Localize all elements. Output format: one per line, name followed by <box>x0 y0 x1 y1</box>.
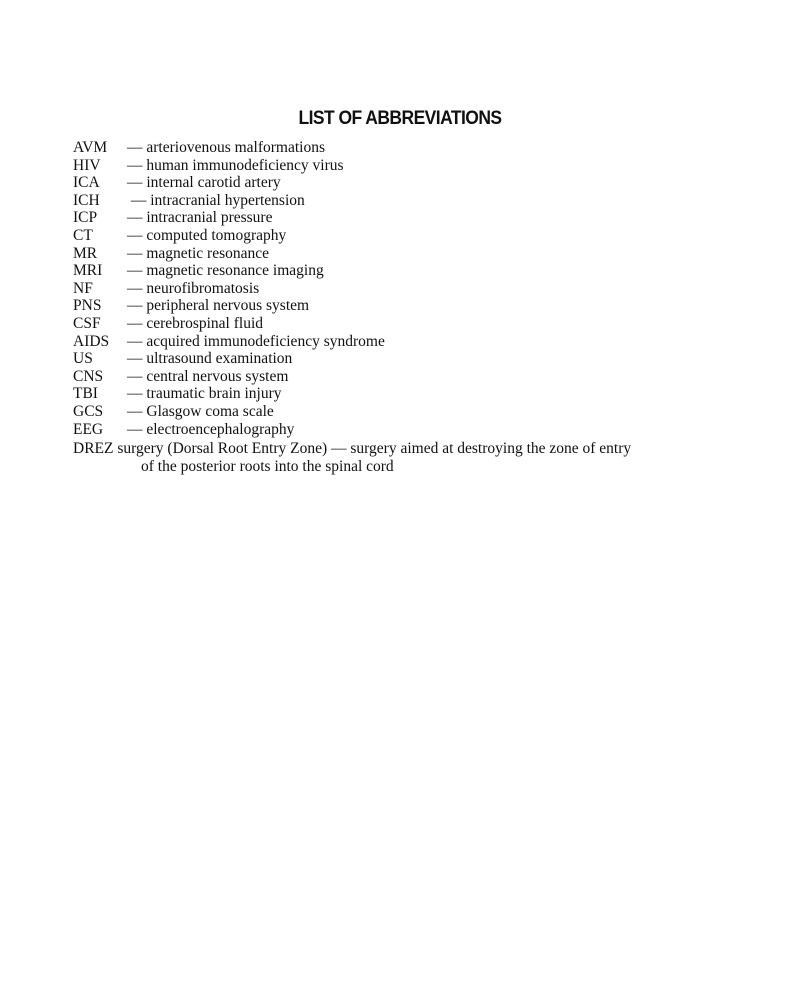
abbreviation-term: NF <box>73 279 93 297</box>
abbreviation-definition: — neurofibromatosis <box>127 279 260 297</box>
abbreviation-term: PNS <box>73 297 102 315</box>
abbreviation-entry <box>73 209 753 227</box>
abbreviation-entry <box>73 333 753 351</box>
abbreviation-definition: — internal carotid artery <box>127 174 281 192</box>
page-title: LIST OF ABBREVIATIONS <box>298 108 502 129</box>
abbreviation-entry <box>73 368 753 386</box>
abbreviation-definition: — intracranial hypertension <box>127 191 305 209</box>
abbreviation-term: AVM <box>73 139 108 156</box>
abbreviation-definition: — central nervous system <box>127 367 289 385</box>
abbreviation-definition: — magnetic resonance imaging <box>127 262 324 280</box>
abbreviation-entry <box>73 139 753 157</box>
abbreviation-entry-drez <box>73 440 753 475</box>
abbreviation-entry <box>73 157 753 175</box>
abbreviation-entry <box>73 174 753 192</box>
abbreviation-definition: — cerebrospinal fluid <box>127 314 264 332</box>
abbreviation-term: TBI <box>73 385 98 403</box>
abbreviation-entry <box>73 227 753 245</box>
abbreviation-definition: — human immunodeficiency virus <box>127 156 344 174</box>
abbreviation-definition: — Glasgow coma scale <box>127 402 274 420</box>
abbreviation-definition: — electroencephalography <box>127 420 295 438</box>
abbreviation-term: CSF <box>73 314 101 332</box>
abbreviation-definition: — intracranial pressure <box>127 209 273 227</box>
abbreviation-term: MR <box>73 244 98 262</box>
drez-definition-line-1: DREZ surgery (Dorsal Root Entry Zone) — surgery aimed at destroying the zone of entry <box>73 440 632 457</box>
abbreviation-entry <box>73 403 753 421</box>
abbreviation-definition: — peripheral nervous system <box>127 297 310 315</box>
abbreviation-term: ICH <box>73 191 100 209</box>
abbreviation-entry <box>73 262 753 280</box>
drez-definition-line-2: of the posterior roots into the spinal cord <box>141 457 394 475</box>
abbreviation-entry <box>73 245 753 263</box>
abbreviation-list <box>73 139 753 438</box>
abbreviation-entry <box>73 192 753 210</box>
abbreviation-term: CT <box>73 226 93 244</box>
abbreviation-term: EEG <box>73 420 104 438</box>
abbreviation-definition: — acquired immunodeficiency syndrome <box>127 332 385 350</box>
abbreviation-entry <box>73 315 753 333</box>
abbreviation-definition: — traumatic brain injury <box>127 385 282 403</box>
abbreviation-term: ICP <box>73 209 98 227</box>
abbreviation-entry <box>73 280 753 298</box>
abbreviation-term: GCS <box>73 402 104 420</box>
abbreviation-term: MRI <box>73 262 103 280</box>
abbreviation-definition: — magnetic resonance <box>127 244 270 262</box>
abbreviation-term: ICA <box>73 174 100 192</box>
abbreviation-term: CNS <box>73 367 104 385</box>
abbreviation-term: HIV <box>73 156 101 174</box>
abbreviation-entry <box>73 350 753 368</box>
abbreviation-entry <box>73 297 753 315</box>
abbreviation-term: US <box>73 350 93 368</box>
abbreviation-entry <box>73 421 753 439</box>
abbreviation-term: AIDS <box>73 332 110 350</box>
abbreviation-definition: — ultrasound examination <box>127 350 293 368</box>
abbreviation-definition: — arteriovenous malformations <box>127 139 326 156</box>
abbreviation-definition: — computed tomography <box>127 226 287 244</box>
abbreviation-entry <box>73 385 753 403</box>
